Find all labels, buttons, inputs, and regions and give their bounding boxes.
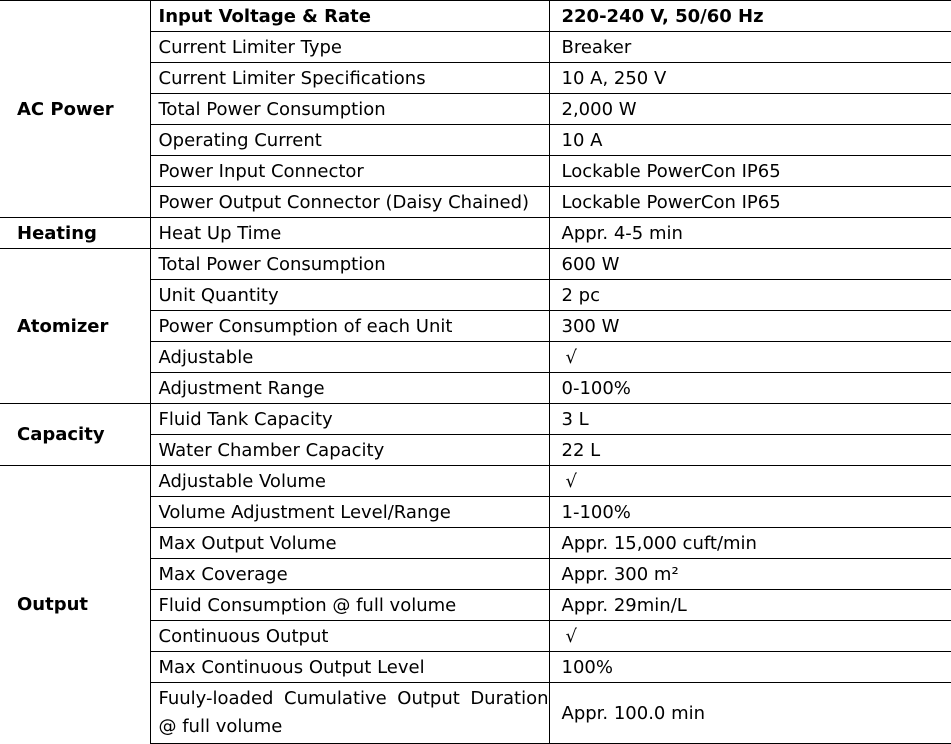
- checkmark-icon: √: [565, 470, 577, 492]
- parameter-label: Total Power Consumption: [150, 249, 549, 280]
- parameter-label: Adjustment Range: [150, 373, 549, 404]
- parameter-value: 3 L: [549, 404, 951, 435]
- category-label: Heating: [0, 218, 150, 249]
- parameter-label: Continuous Output: [150, 621, 549, 652]
- parameter-value: 0-100%: [549, 373, 951, 404]
- parameter-value: 2 pc: [549, 280, 951, 311]
- spec-row: [0, 1, 951, 32]
- parameter-label: Max Coverage: [150, 559, 549, 590]
- parameter-label: Power Consumption of each Unit: [150, 311, 549, 342]
- spec-table-body: [0, 1, 951, 744]
- parameter-value: 220-240 V, 50/60 Hz: [549, 1, 951, 32]
- parameter-value: 600 W: [549, 249, 951, 280]
- parameter-label: [150, 683, 549, 744]
- parameter-value: Appr. 100.0 min: [549, 683, 951, 744]
- parameter-label: Current Limiter Specifications: [150, 63, 549, 94]
- parameter-label: Power Output Connector (Daisy Chained): [150, 187, 549, 218]
- parameter-label: Fluid Tank Capacity: [150, 404, 549, 435]
- spec-row: [0, 218, 951, 249]
- parameter-value: Lockable PowerCon IP65: [549, 187, 951, 218]
- parameter-label: Max Output Volume: [150, 528, 549, 559]
- parameter-value: 1-100%: [549, 497, 951, 528]
- spec-row: [0, 249, 951, 280]
- parameter-label: Adjustable Volume: [150, 466, 549, 497]
- checkmark-value: [549, 342, 951, 373]
- parameter-label: Total Power Consumption: [150, 94, 549, 125]
- parameter-label: Adjustable: [150, 342, 549, 373]
- parameter-label: Max Continuous Output Level: [150, 652, 549, 683]
- checkmark-value: [549, 621, 951, 652]
- parameter-label: Power Input Connector: [150, 156, 549, 187]
- parameter-value: Appr. 29min/L: [549, 590, 951, 621]
- parameter-label: Unit Quantity: [150, 280, 549, 311]
- parameter-value: Appr. 4-5 min: [549, 218, 951, 249]
- checkmark-icon: √: [565, 625, 577, 647]
- parameter-value: Breaker: [549, 32, 951, 63]
- parameter-value: Appr. 300 m²: [549, 559, 951, 590]
- parameter-value: 2,000 W: [549, 94, 951, 125]
- parameter-label: Current Limiter Type: [150, 32, 549, 63]
- parameter-label: Water Chamber Capacity: [150, 435, 549, 466]
- parameter-label: Input Voltage & Rate: [150, 1, 549, 32]
- parameter-label: Volume Adjustment Level/Range: [150, 497, 549, 528]
- parameter-value: 22 L: [549, 435, 951, 466]
- spec-row: [0, 466, 951, 497]
- category-label: AC Power: [0, 1, 150, 218]
- parameter-value: 10 A: [549, 125, 951, 156]
- parameter-value: Lockable PowerCon IP65: [549, 156, 951, 187]
- parameter-value: 10 A, 250 V: [549, 63, 951, 94]
- parameter-label: Fluid Consumption @ full volume: [150, 590, 549, 621]
- parameter-value: 300 W: [549, 311, 951, 342]
- parameter-value: 100%: [549, 652, 951, 683]
- checkmark-icon: √: [565, 346, 577, 368]
- parameter-label: Operating Current: [150, 125, 549, 156]
- category-label: Output: [0, 466, 150, 744]
- category-label: Capacity: [0, 404, 150, 466]
- parameter-value: Appr. 15,000 cuft/min: [549, 528, 951, 559]
- checkmark-value: [549, 466, 951, 497]
- category-label: Atomizer: [0, 249, 150, 404]
- spec-row: [0, 404, 951, 435]
- parameter-text: Fuuly-loaded Cumulative Output Duration @ full volume: [158, 688, 549, 737]
- parameter-label: Heat Up Time: [150, 218, 549, 249]
